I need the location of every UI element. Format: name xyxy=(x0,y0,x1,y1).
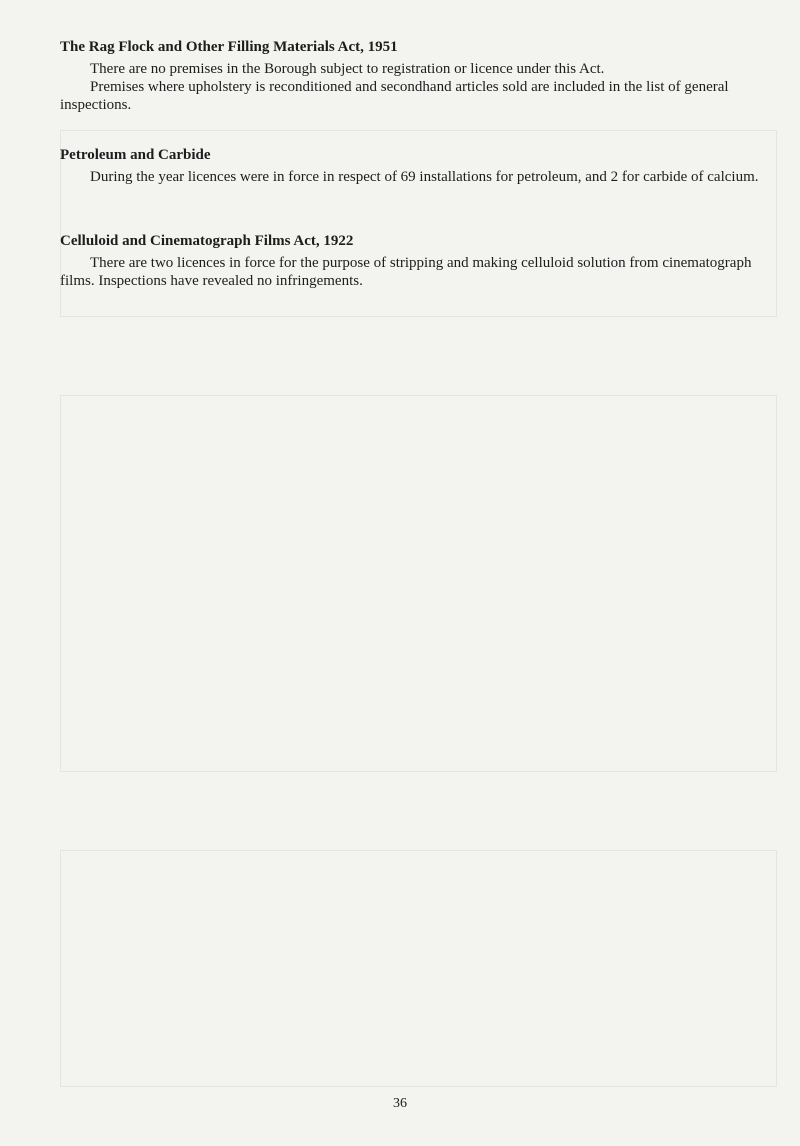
section-heading: Petroleum and Carbide xyxy=(60,147,211,163)
section-rag-flock xyxy=(60,38,760,114)
show-through-table-bottom xyxy=(60,850,777,1087)
page-number: 36 xyxy=(393,1096,407,1111)
show-through-table-middle xyxy=(60,395,777,772)
section-heading: Celluloid and Cinematograph Films Act, 1922 xyxy=(60,233,354,249)
section-paragraph: Premises where upholstery is reconditioned and secondhand articles sold are included in the list of general inspections. xyxy=(60,79,729,113)
section-celluloid-films xyxy=(60,232,760,290)
section-heading: The Rag Flock and Other Filling Materials Act, 1951 xyxy=(60,39,398,55)
section-petroleum-carbide xyxy=(60,146,760,186)
section-paragraph: During the year licences were in force in respect of 69 installations for petroleum, and 2 for carbide of calcium. xyxy=(90,169,759,185)
section-paragraph: There are two licences in force for the purpose of stripping and making celluloid solution from cinematograph films. Inspections have revealed no infringements. xyxy=(60,255,752,289)
section-paragraph: There are no premises in the Borough subject to registration or licence under this Act. xyxy=(90,61,605,77)
